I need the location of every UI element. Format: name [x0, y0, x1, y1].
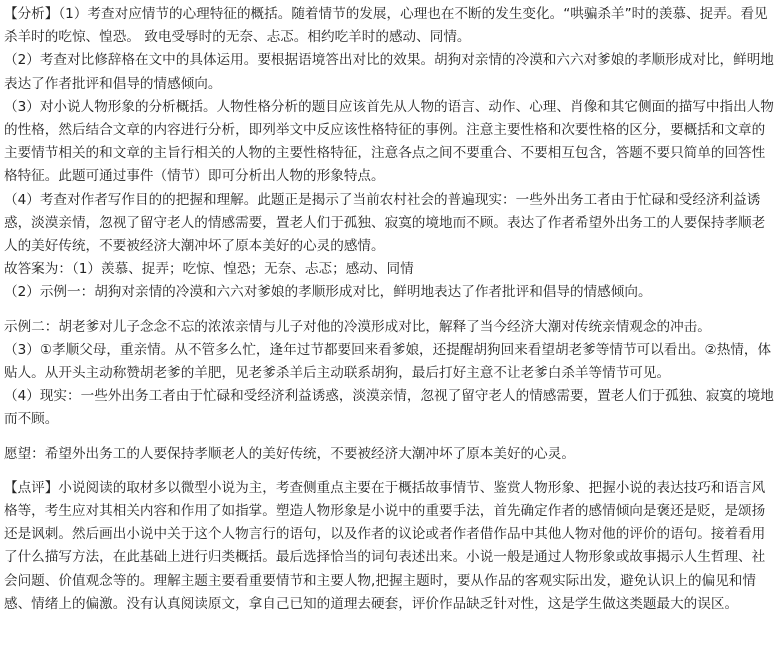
analysis-paragraph-4: （4）考查对作者写作目的的把握和理解。此题正是揭示了当前农村社会的普遍现实：一些外出务工者由于忙碌和受经济利益诱惑，淡漠亲情，忽视了留守老人的情感需要，置老人们于孤独、寂寞的境地而不顾。表达了作者希望外出务工的人要保持孝顺老人的美好传统，不要被经济大潮冲坏了原本美好的心灵的感情。 — [4, 191, 766, 255]
analysis-paragraph-1: 【分析】（1）考查对应情节的心理特征的概括。随着情节的发展，心理也在不断的发生变化。“哄骗杀羊”时的羡慕、捉弄。看见杀羊时的吃惊、惶恐。 致电受辱时的无奈、忐忑。相约吃羊时的感动、同情。 — [4, 6, 768, 46]
spacer — [4, 305, 776, 316]
answer-paragraph-1: 故答案为：（1）羡慕、捉弄；吃惊、惶恐；无奈、忐忑；感动、同情 — [4, 261, 414, 278]
analysis-paragraph-3: （3）对小说人物形象的分析概括。人物性格分析的题目应该首先从人物的语言、动作、心理、肖像和其它侧面的描写中指出人物的性格，然后结合文章的内容进行分析，即列举文中反应该性格特征的事例。注意主要性格和次要性格的区分，要概括和文章的主要情节相关的和文章的主旨行相关的人物的主要性格特征，注意各点之间不要重合、不要相互包含，答题不要只简单的回答性格特征。此题可通过事件（情节）即可分析出人物的形象特点。 — [4, 98, 774, 185]
answer-paragraph-4: （3）①孝顺父母，重亲情。从不管多么忙，逢年过节都要回来看爹娘，还提醒胡狗回来看望胡老爹等情节可以看出。②热情，体贴人。从开头主动称赞胡老爹的羊肥，见老爹杀羊后主动联系胡狗，最后打好主意不让老爹白杀羊等情节可见。 — [4, 341, 772, 382]
answer-paragraph-6: 愿望：希望外出务工的人要保持孝顺老人的美好传统，不要被经济大潮冲坏了原本美好的心灵。 — [4, 445, 575, 462]
answer-paragraph-5: （4）现实：一些外出务工者由于忙碌和受经济利益诱惑，淡漠亲情，忽视了留守老人的情感需要，置老人们于孤独、寂寞的境地而不顾。 — [4, 388, 774, 428]
comment-paragraph: 【点评】小说阅读的取材多以微型小说为主，考查侧重点主要在于概括故事情节、鉴赏人物形象、把握小说的表达技巧和语言风格等，考生应对其相关内容和作用了如指掌。塑造人物形象是小说中的重要手法，首先确定作者的感情倾向是褒还是贬，是颂扬还是讽刺。然后画出小说中关于这个人物言行的语句，以及作者的议论或者作者借作品中其他人物对他的评价的语句。接着看用了什么描写方法，在此基础上进行归类概括。最后选择恰当的词句表述出来。小说一般是通过人物形象或故事揭示人生哲理、社会问题、价值观念等的。理解主题主要看重要情节和主要人物,把握主题时，要从作品的客观实际出发，避免认识上的偏见和情感、情绪上的偏激。没有认真阅读原文，拿自己已知的道理去硬套，评价作品缺乏针对性，这是学生做这类题最大的误区。 — [4, 479, 766, 612]
spacer — [4, 466, 776, 477]
analysis-paragraph-2: （2）考查对比修辞格在文中的具体运用。要根据语境答出对比的效果。胡狗对亲情的冷漠和六六对爹娘的孝顺形成对比，鲜明地表达了作者批评和倡导的情感倾向。 — [4, 52, 774, 92]
answer-paragraph-2: （2）示例一：胡狗对亲情的冷漠和六六对爹娘的孝顺形成对比，鲜明地表达了作者批评和倡导的情感倾向。 — [4, 284, 652, 301]
answer-paragraph-3: 示例二：胡老爹对儿子念念不忘的浓浓亲情与儿子对他的冷漠形成对比，解释了当今经济大潮对传统亲情观念的冲击。 — [4, 318, 711, 335]
spacer — [4, 432, 776, 443]
